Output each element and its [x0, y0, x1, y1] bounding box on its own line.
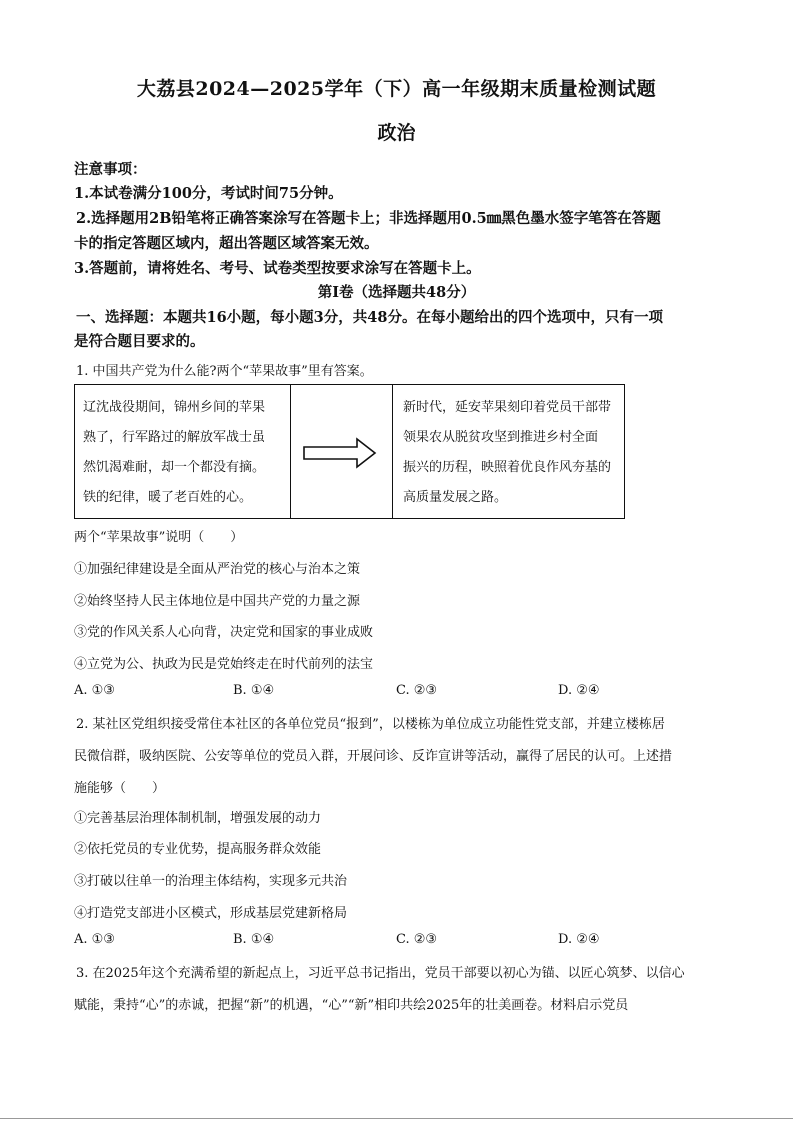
q1-option-d[interactable]: D. ②④ [558, 683, 600, 698]
q1-left-line: 辽沈战役期间，锦州乡间的苹果 [83, 400, 266, 415]
q1-option-b[interactable]: B. ①④ [233, 683, 275, 698]
q1-right-line: 新时代，延安苹果刻印着党员干部带 [403, 400, 612, 415]
page-bottom-rule [0, 1118, 793, 1119]
q2-option-a[interactable]: A. ①③ [74, 932, 115, 947]
q1-left-line: 铁的纪律，暖了老百姓的心。 [83, 490, 253, 505]
q3-stem-line-1: 3. 在2025年这个充满希望的新起点上，习近平总书记指出，党员干部要以初心为锚、以匠心筑梦、以信心 [76, 966, 685, 981]
q1-prompt: 两个“苹果故事”说明（ ） [74, 530, 244, 545]
q1-stem: 1. 中国共产党为什么能?两个“苹果故事”里有答案。 [76, 364, 373, 379]
right-arrow-icon [291, 385, 391, 518]
q2-statement-3: ③打破以往单一的治理主体结构，实现多元共治 [74, 874, 348, 889]
q2-statement-1: ①完善基层治理体制机制，增强发展的动力 [74, 811, 322, 826]
q1-statement-2: ②始终坚持人民主体地位是中国共产党的力量之源 [74, 594, 361, 609]
q1-material-table [74, 384, 625, 519]
q2-stem-line-3: 施能够（ ） [74, 781, 166, 796]
q2-stem-line-2: 民微信群，吸纳医院、公安等单位的党员入群，开展问诊、反诈宣讲等活动，赢得了居民的认可。上述措 [74, 749, 673, 764]
q2-option-d[interactable]: D. ②④ [558, 932, 600, 947]
q2-statement-4: ④打造党支部进小区模式，形成基层党建新格局 [74, 906, 348, 921]
q1-statement-1: ①加强纪律建设是全面从严治党的核心与治本之策 [74, 562, 361, 577]
q1-material-left-cell [75, 385, 291, 518]
part1-heading: 第Ⅰ卷（选择题共48分） [317, 284, 476, 301]
notice-item-1: 1.本试卷满分100分，考试时间75分钟。 [74, 185, 343, 202]
q1-left-line: 然饥渴难耐，却一个都没有摘。 [83, 460, 266, 475]
q3-stem-line-2: 赋能，秉持“心”的赤诚，把握“新”的机遇，“心”“新”相印共绘2025年的壮美画卷。材料启示党员 [74, 998, 629, 1013]
q1-statement-3: ③党的作风关系人心向背，决定党和国家的事业成败 [74, 625, 374, 640]
q1-option-a[interactable]: A. ①③ [74, 683, 115, 698]
q2-option-c[interactable]: C. ②③ [396, 932, 438, 947]
q1-material-right-cell [393, 385, 624, 518]
notice-heading: 注意事项： [74, 161, 147, 178]
q1-statement-4: ④立党为公、执政为民是党始终走在时代前列的法宝 [74, 657, 374, 672]
exam-title: 大荔县2024—2025学年（下）高一年级期末质量检测试题 [136, 78, 657, 100]
q2-statement-2: ②依托党员的专业优势，提高服务群众效能 [74, 842, 322, 857]
q1-material-arrow-cell [291, 385, 393, 518]
notice-item-2-line-1: 2.选择题用2B铅笔将正确答案涂写在答题卡上；非选择题用0.5㎜黑色墨水签字笔答在答题 [76, 210, 661, 227]
q1-right-line: 振兴的历程，映照着优良作风夯基的 [403, 460, 612, 475]
q1-right-line: 领果农从脱贫攻坚到推进乡村全面 [403, 430, 599, 445]
section-instruction-line-2: 是符合题目要求的。 [74, 333, 205, 350]
q1-right-line: 高质量发展之路。 [403, 490, 508, 505]
q2-option-b[interactable]: B. ①④ [233, 932, 275, 947]
q2-stem-line-1: 2. 某社区党组织接受常住本社区的各单位党员“报到”，以楼栋为单位成立功能性党支部，并建立楼栋居 [76, 717, 665, 732]
q1-left-line: 熟了，行军路过的解放军战士虽 [83, 430, 266, 445]
q1-option-c[interactable]: C. ②③ [396, 683, 438, 698]
subject-title: 政治 [377, 122, 416, 144]
notice-item-3: 3.答题前，请将姓名、考号、试卷类型按要求涂写在答题卡上。 [74, 260, 481, 277]
section-instruction-line-1: 一、选择题：本题共16小题，每小题3分，共48分。在每小题给出的四个选项中，只有一项 [76, 309, 663, 326]
notice-item-2-line-2: 卡的指定答题区域内，超出答题区域答案无效。 [74, 235, 379, 252]
